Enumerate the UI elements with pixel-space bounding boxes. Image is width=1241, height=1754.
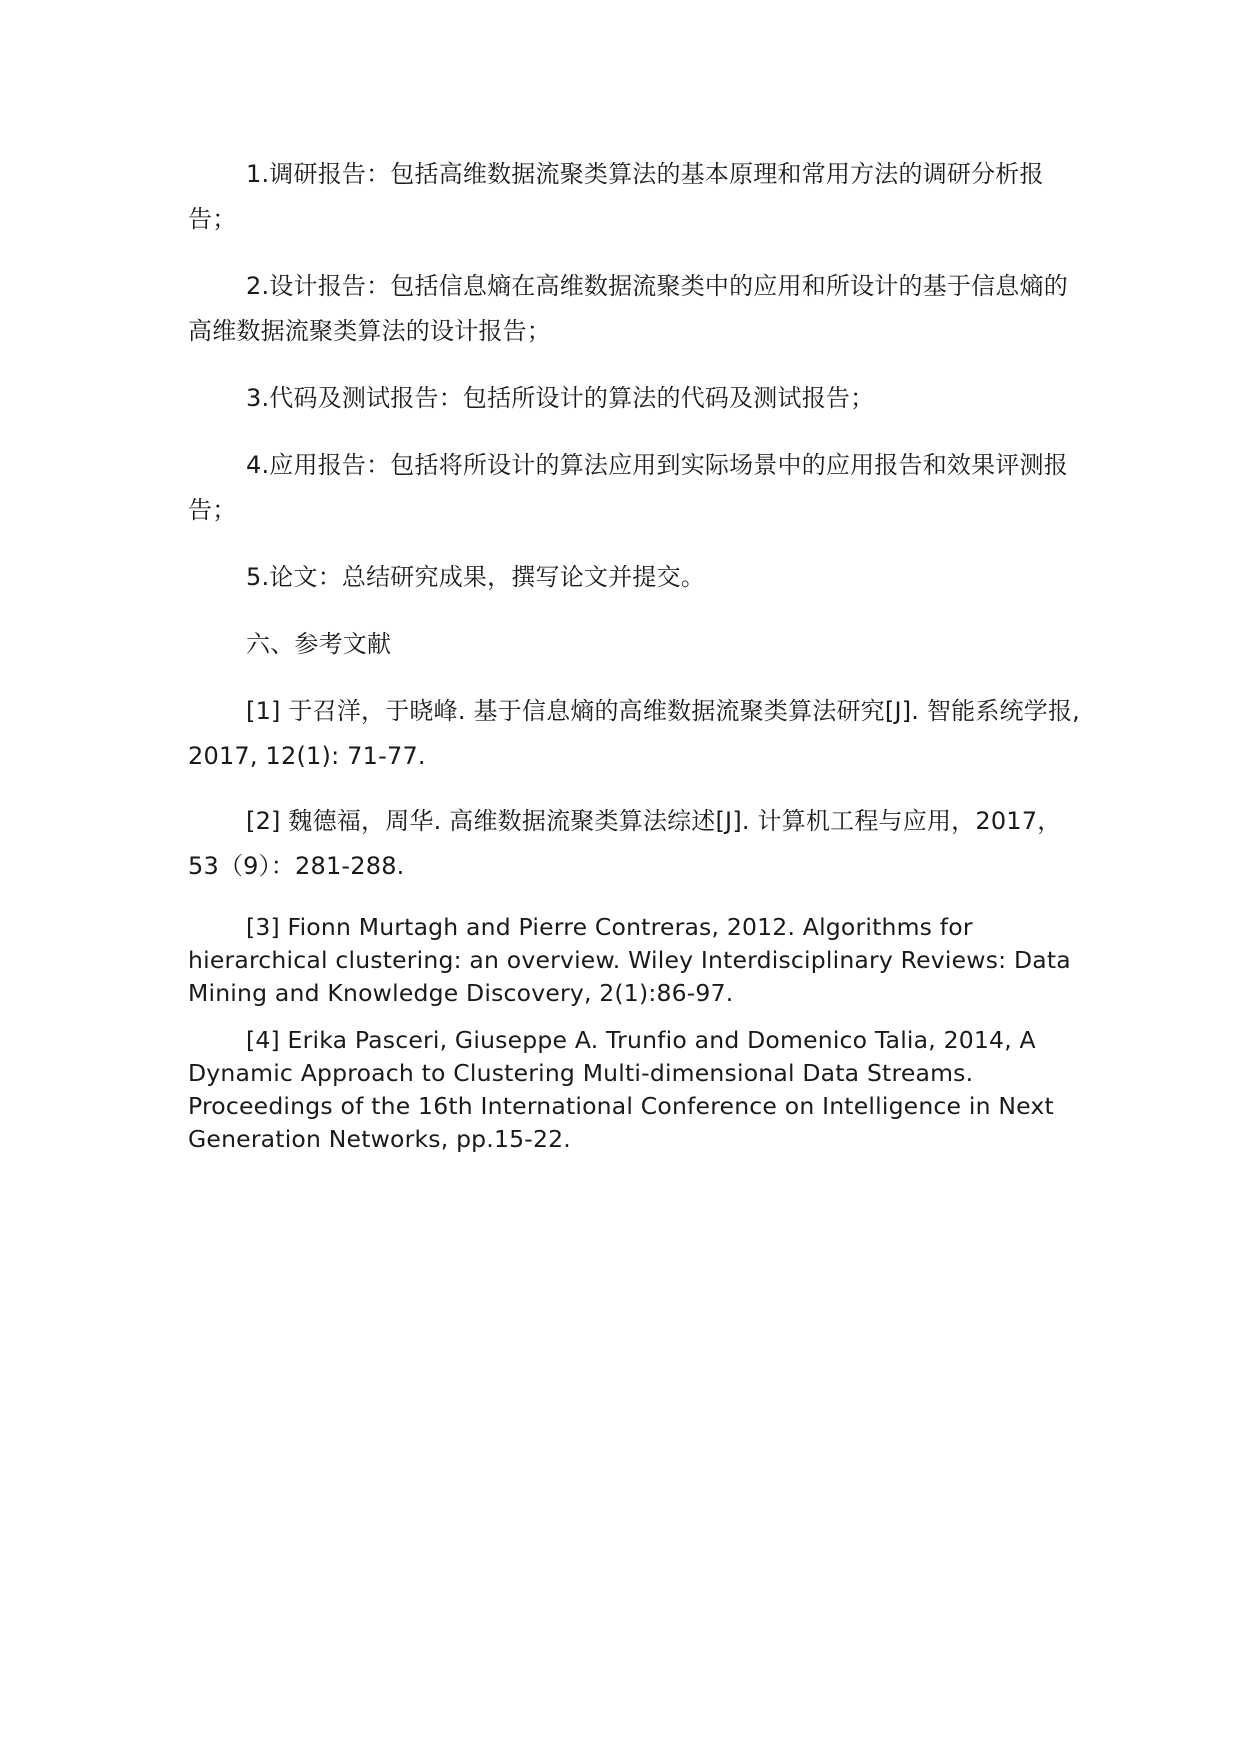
section-heading: 六、参考文献 <box>246 630 392 658</box>
deliverable-item-1: 1.调研报告：包括高维数据流聚类算法的基本原理和常用方法的调研分析报告； <box>188 160 1044 233</box>
reference-3: [3] Fionn Murtagh and Pierre Contreras, 2012. Algorithms for hierarchical clustering: an overview. Wiley Interdisciplinary Reviews: Data Mining and Knowledge Discovery, 2(1):86-97. <box>188 913 1071 1007</box>
reference-2: [2] 魏德福，周华. 高维数据流聚类算法综述[J]. 计算机工程与应用，2017，53（9）：281-288. <box>188 807 1062 880</box>
reference-4: [4] Erika Pasceri, Giuseppe A. Trunfio and Domenico Talia, 2014, A Dynamic Approach to Clustering Multi-dimensional Data Streams. Proceedings of the 16th International Conference on Intelligence in Next Generation Networks, pp.15-22. <box>188 1026 1054 1153</box>
deliverable-item-5: 5.论文：总结研究成果，撰写论文并提交。 <box>246 563 705 591</box>
deliverable-item-4: 4.应用报告：包括将所设计的算法应用到实际场景中的应用报告和效果评测报告； <box>188 451 1068 524</box>
reference-1: [1] 于召洋，于晓峰. 基于信息熵的高维数据流聚类算法研究[J]. 智能系统学报, 2017, 12(1): 71-77. <box>188 697 1080 770</box>
deliverable-item-3: 3.代码及测试报告：包括所设计的算法的代码及测试报告； <box>246 384 875 412</box>
deliverable-item-2: 2.设计报告：包括信息熵在高维数据流聚类中的应用和所设计的基于信息熵的高维数据流聚类算法的设计报告； <box>188 272 1068 345</box>
document-body <box>188 152 1088 1156</box>
